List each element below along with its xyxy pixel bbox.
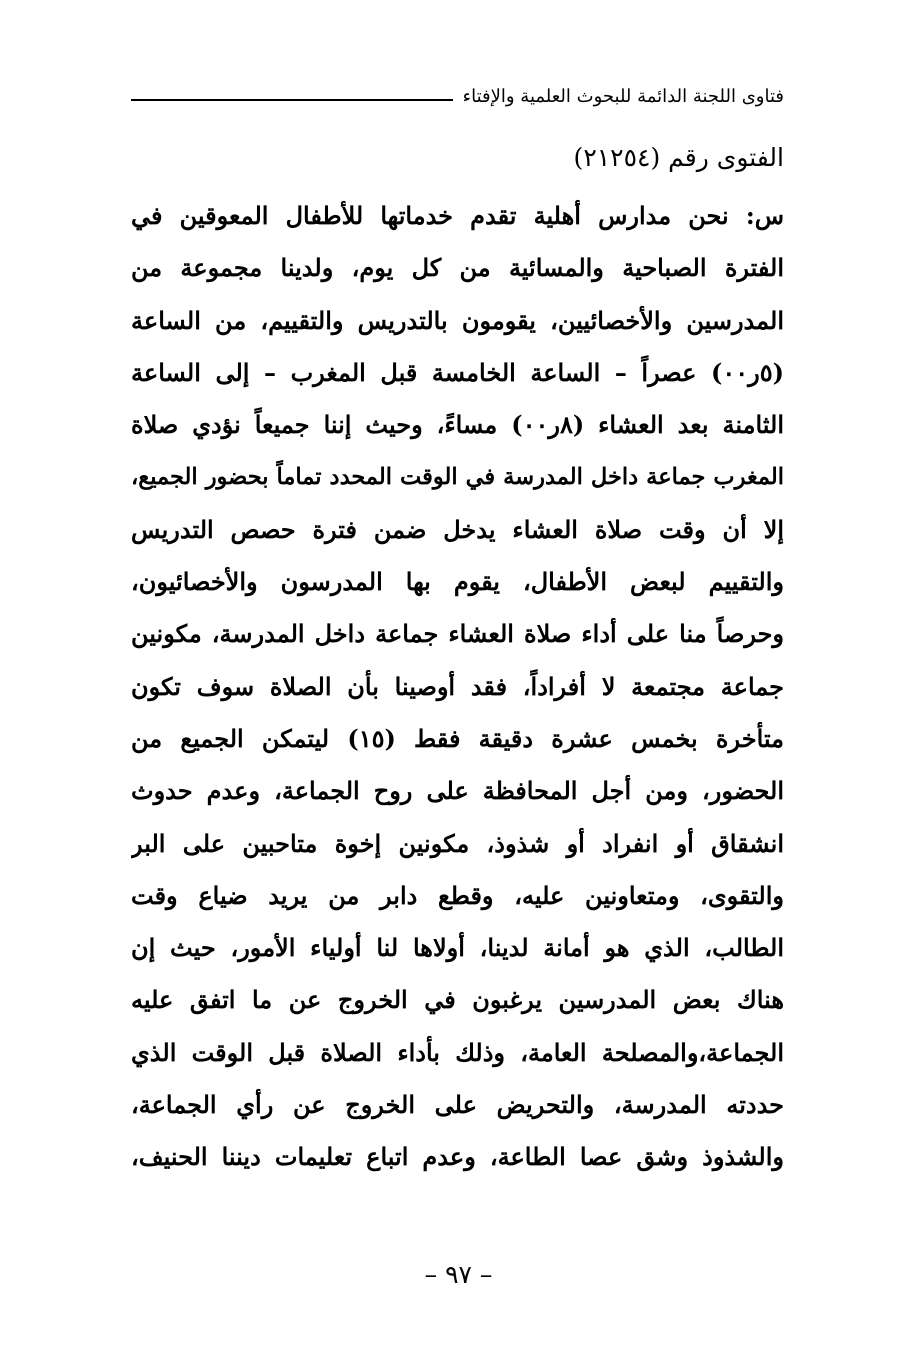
header-rule <box>131 99 453 101</box>
text-line: الثامنة بعد العشاء (٨ر٠٠) مساءً، وحيث إننا جميعاً نؤدي صلاة <box>131 410 784 440</box>
text-line: (٥ر٠٠) عصراً – الساعة الخامسة قبل المغرب – إلى الساعة <box>131 357 784 387</box>
text-line: س: نحن مدارس أهلية تقدم خدماتها للأطفال المعوقين في <box>131 201 784 230</box>
text-line: هناك بعض المدرسين يرغبون في الخروج عن ما اتفق عليه <box>131 985 784 1015</box>
running-header <box>131 82 784 112</box>
header-title: فتاوى اللجنة الدائمة للبحوث العلمية والإفتاء <box>462 86 784 107</box>
text-line: والتقوى، ومتعاونين عليه، وقطع دابر من يريد ضياع وقت <box>131 880 784 910</box>
text-line: جماعة مجتمعة لا أفراداً، فقد أوصينا بأن الصلاة سوف تكون <box>131 671 784 701</box>
text-line: حددته المدرسة، والتحريض على الخروج عن رأي الجماعة، <box>131 1090 784 1120</box>
text-line: الحضور، ومن أجل المحافظة على روح الجماعة، وعدم حدوث <box>131 776 784 806</box>
text-line: وحرصاً منا على أداء صلاة العشاء جماعة داخل المدرسة، مكونين <box>131 619 784 649</box>
body-text <box>131 190 784 1184</box>
text-line: المدرسين والأخصائيين، يقومون بالتدريس والتقييم، من الساعة <box>131 305 784 335</box>
text-line: الجماعة،والمصلحة العامة، وذلك بأداء الصلاة قبل الوقت الذي <box>131 1037 784 1067</box>
text-line: المغرب جماعة داخل المدرسة في الوقت المحدد تماماً بحضور الجميع، <box>131 464 784 491</box>
text-line: إلا أن وقت صلاة العشاء يدخل ضمن فترة حصص التدريس <box>131 514 784 544</box>
text-line: انشقاق أو انفراد أو شذوذ، مكونين إخوة متاحبين على البر <box>131 828 784 858</box>
text-line: الفترة الصباحية والمسائية من كل يوم، ولدينا مجموعة من <box>131 253 784 283</box>
text-line: والتقييم لبعض الأطفال، يقوم بها المدرسون والأخصائيون، <box>131 567 784 597</box>
text-line: متأخرة بخمس عشرة دقيقة فقط (١٥) ليتمكن الجميع من <box>131 723 784 753</box>
text-line: والشذوذ وشق عصا الطاعة، وعدم اتباع تعليمات ديننا الحنيف، <box>131 1142 784 1172</box>
page-number: – ٩٧ – <box>424 1260 493 1289</box>
text-line: الطالب، الذي هو أمانة لدينا، أولاها لنا أولياء الأمور، حيث إن <box>131 933 784 963</box>
fatwa-number: الفتوى رقم (٢١٢٥٤) <box>573 143 784 172</box>
